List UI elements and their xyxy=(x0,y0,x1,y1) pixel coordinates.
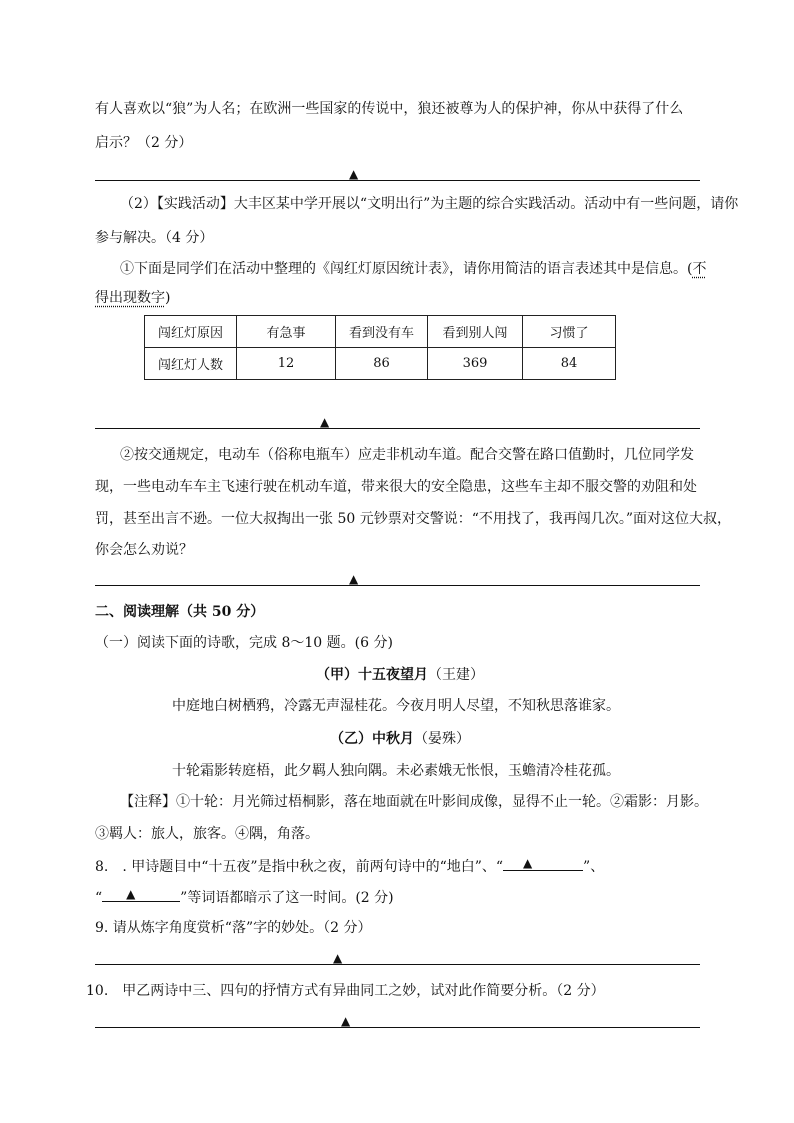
q2-sub1-line2 xyxy=(95,289,170,307)
table-cell: 闯红灯原因 xyxy=(145,316,237,348)
table-cell: 有急事 xyxy=(237,316,336,348)
poem1-title-line xyxy=(316,666,484,684)
answer-line-q2-2[interactable] xyxy=(95,585,700,586)
poem1-title: （甲）十五夜望月 xyxy=(316,667,428,683)
q2-sub2-line3: 罚，甚至出言不逊。一位大叔掏出一张 50 元钞票对交警说：“不用找了，我再闯几次。”面对这位大叔， xyxy=(95,511,732,527)
q8-text-end: ”、 xyxy=(583,859,605,875)
table-cell: 86 xyxy=(336,348,428,380)
emphasis-text: 不 xyxy=(692,261,707,277)
answer-marker: ▲ xyxy=(349,167,359,181)
q8-line1 xyxy=(95,856,604,876)
poem2-title-line xyxy=(330,730,470,748)
answer-marker: ▲ xyxy=(126,887,136,901)
table-cell: 84 xyxy=(523,348,616,380)
emphasis-text: 得出现数字 xyxy=(95,290,165,306)
table-cell: 看到别人闯 xyxy=(428,316,523,348)
table-cell: 习惯了 xyxy=(523,316,616,348)
red-light-stats-table xyxy=(144,315,616,380)
answer-line-q2-1[interactable] xyxy=(95,428,700,429)
poem1-text: 中庭地白树栖鸦，冷露无声湿桂花。今夜月明人尽望，不知秋思落谁家。 xyxy=(172,698,620,714)
q2-sub1-text: ①下面是同学们在活动中整理的《闯红灯原因统计表》，请你用简洁的语言表述其中是信息。( xyxy=(120,261,693,277)
q2-sub2-line1: ②按交通规定，电动车（俗称电瓶车）应走非机动车道。配合交警在路口值勤时，几位同学发 xyxy=(120,447,694,463)
answer-marker: ▲ xyxy=(333,951,343,965)
q8-quote-open: “ xyxy=(95,890,103,906)
q2-sub1-line1 xyxy=(120,260,706,278)
section-heading: 二、阅读理解（共 50 分） xyxy=(95,604,265,620)
annotation-line1: 【注释】①十轮：月光筛过梧桐影，落在地面就在叶影间成像，显得不止一轮。②霜影：月影。 xyxy=(120,794,708,810)
q2-intro-line1: （2）【实践活动】大丰区某中学开展以“文明出行”为主题的综合实践活动。活动中有一些问题，请你 xyxy=(120,196,739,212)
q1-text-line2: 启示？（2 分） xyxy=(95,135,193,151)
q8-line2 xyxy=(95,887,394,907)
table-cell: 闯红灯人数 xyxy=(145,348,237,380)
answer-line-q10[interactable] xyxy=(95,1027,700,1028)
poem2-text: 十轮霜影转庭梧，此夕羁人独向隅。未必素娥无怅恨，玉蟾清冷桂花孤。 xyxy=(172,763,620,779)
answer-marker: ▲ xyxy=(341,1014,351,1028)
fill-blank-1[interactable] xyxy=(503,856,583,871)
poem1-author: （王建） xyxy=(428,667,484,683)
answer-marker: ▲ xyxy=(349,572,359,586)
q10-text: 10. 甲乙两诗中三、四句的抒情方式有异曲同工之妙，试对此作简要分析。（2 分） xyxy=(86,983,605,999)
q2-sub2-line2: 现，一些电动车车主飞速行驶在机动车道，带来很大的安全隐患，这些车主却不服交警的劝阻和处 xyxy=(95,479,697,495)
q2-intro-line2: 参与解决。（4 分） xyxy=(95,230,214,246)
q9-text: 9. 请从炼字角度赏析“落”字的妙处。（2 分） xyxy=(95,920,372,936)
q8-text: 8. . 甲诗题目中“十五夜”是指中秋之夜，前两句诗中的“地白”、“ xyxy=(95,859,504,875)
table-cell: 看到没有车 xyxy=(336,316,428,348)
table-cell: 369 xyxy=(428,348,523,380)
annotation-line2: ③羁人：旅人，旅客。④隅，角落。 xyxy=(95,826,319,842)
q2-sub2-line4: 你会怎么劝说？ xyxy=(95,542,193,558)
fill-blank-2[interactable] xyxy=(102,887,180,902)
q8-text-tail: ”等词语都暗示了这一时间。(2 分) xyxy=(180,890,394,906)
q1-text-line1: 有人喜欢以“狼”为人名；在欧洲一些国家的传说中，狼还被尊为人的保护神，你从中获得了什么 xyxy=(95,101,684,117)
answer-marker: ▲ xyxy=(320,415,330,429)
answer-marker: ▲ xyxy=(523,856,533,870)
answer-line-q9[interactable] xyxy=(95,964,700,965)
table-row xyxy=(145,316,616,348)
closing-paren: ) xyxy=(165,290,171,306)
answer-line-q1[interactable] xyxy=(95,180,700,181)
part1-instructions: （一）阅读下面的诗歌，完成 8～10 题。(6 分) xyxy=(95,635,393,651)
table-cell: 12 xyxy=(237,348,336,380)
poem2-title: （乙）中秋月 xyxy=(330,731,414,747)
poem2-author: （晏殊） xyxy=(414,731,470,747)
table-row xyxy=(145,348,616,380)
